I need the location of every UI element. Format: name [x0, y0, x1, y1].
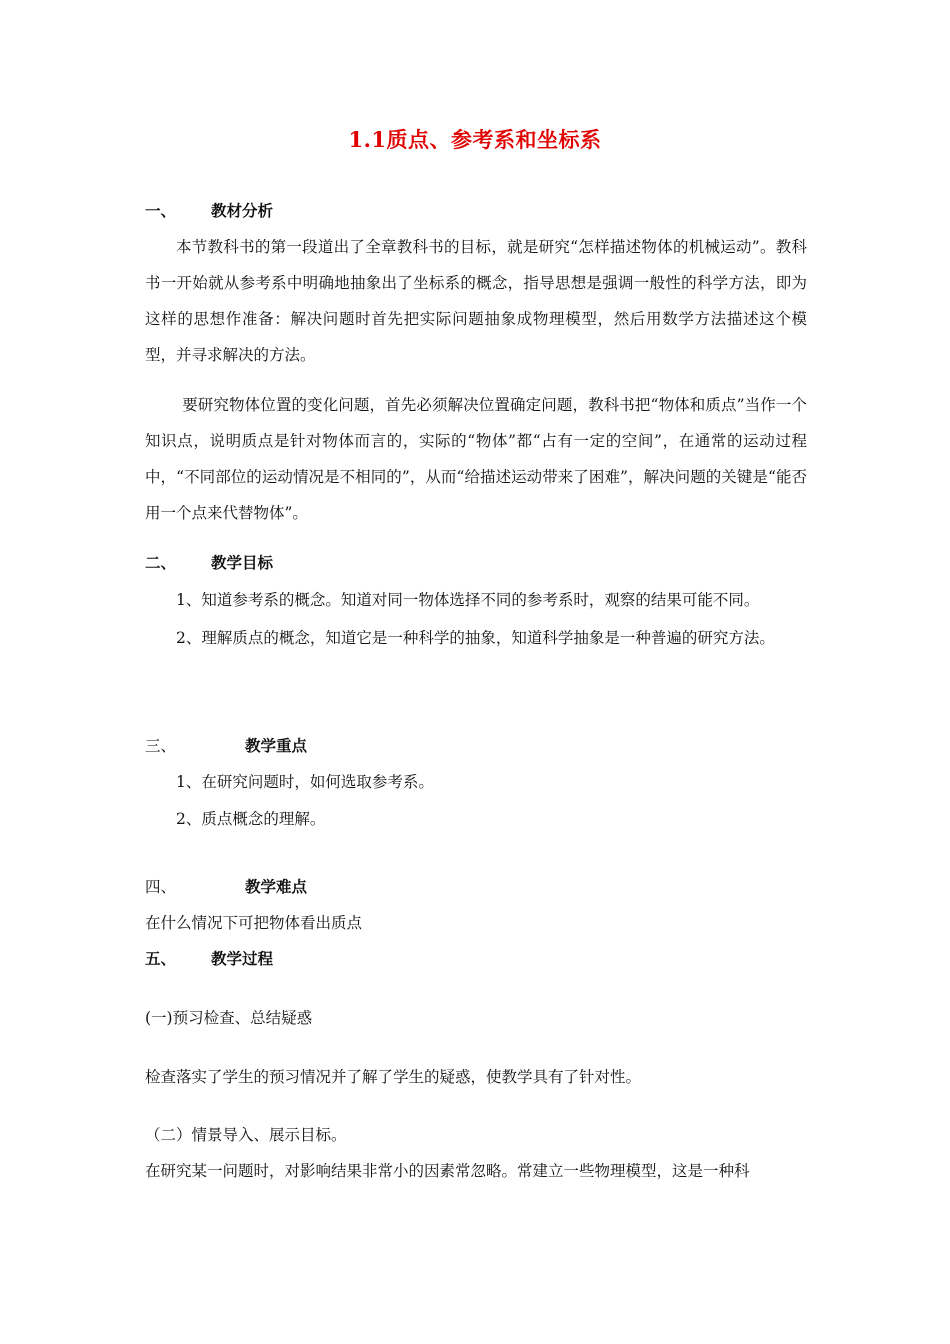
- section-number: 四、: [145, 878, 177, 896]
- section-number: 三、: [145, 737, 177, 755]
- section-number: 五、: [145, 949, 177, 968]
- section-title: 教学目标: [211, 553, 274, 572]
- section-number: 一、: [145, 201, 177, 220]
- document-title: 1.1质点、参考系和坐标系: [348, 127, 602, 152]
- section-title: 教材分析: [211, 201, 274, 220]
- section-2-item-2: 2、理解质点的概念，知道它是一种科学的抽象，知道科学抽象是一种普遍的研究方法。: [176, 629, 775, 647]
- section-5-subheading-1: (一)预习检查、总结疑惑: [145, 1009, 313, 1027]
- section-5-subheading-2: （二）情景导入、展示目标。: [145, 1126, 347, 1144]
- section-heading-5: [145, 941, 807, 977]
- section-1-paragraph-1: 本节教科书的第一段道出了全章教科书的目标，就是研究“怎样描述物体的机械运动”。教科书一开始就从参考系中明确地抽象出了坐标系的概念，指导思想是强调一般性的科学方法，即为这样的思想作准备：解决问题时首先把实际问题抽象成物理模型，然后用数学方法描述这个模型，并寻求解决的方法。: [145, 238, 807, 364]
- section-heading-1: [145, 193, 807, 229]
- section-title: 教学过程: [211, 949, 274, 968]
- section-number: 二、: [145, 553, 177, 572]
- section-1-paragraph-2: 要研究物体位置的变化问题，首先必须解决位置确定问题，教科书把“物体和质点”当作一个知识点，说明质点是针对物体而言的，实际的“物体”都“占有一定的空间”，在通常的运动过程中，“不同部位的运动情况是不相同的”，从而“给描述运动带来了困难”，解决问题的关键是“能否用一个点来代替物体”。: [145, 396, 807, 522]
- section-heading-4: [145, 869, 807, 905]
- section-2-item-1: 1、知道参考系的概念。知道对同一物体选择不同的参考系时，观察的结果可能不同。: [176, 591, 760, 609]
- section-5-text-2: 在研究某一问题时，对影响结果非常小的因素常忽略。常建立一些物理模型，这是一种科: [145, 1162, 750, 1180]
- section-title: 教学重点: [245, 736, 308, 755]
- section-heading-2: [145, 545, 807, 581]
- section-4-text: 在什么情况下可把物体看出质点: [145, 914, 363, 932]
- section-title: 教学难点: [245, 877, 308, 896]
- section-3-item-1: 1、在研究问题时，如何选取参考系。: [176, 773, 434, 791]
- section-heading-3: [145, 728, 807, 764]
- section-5-text-1: 检查落实了学生的预习情况并了解了学生的疑惑，使教学具有了针对性。: [145, 1068, 642, 1086]
- section-3-item-2: 2、质点概念的理解。: [176, 810, 326, 828]
